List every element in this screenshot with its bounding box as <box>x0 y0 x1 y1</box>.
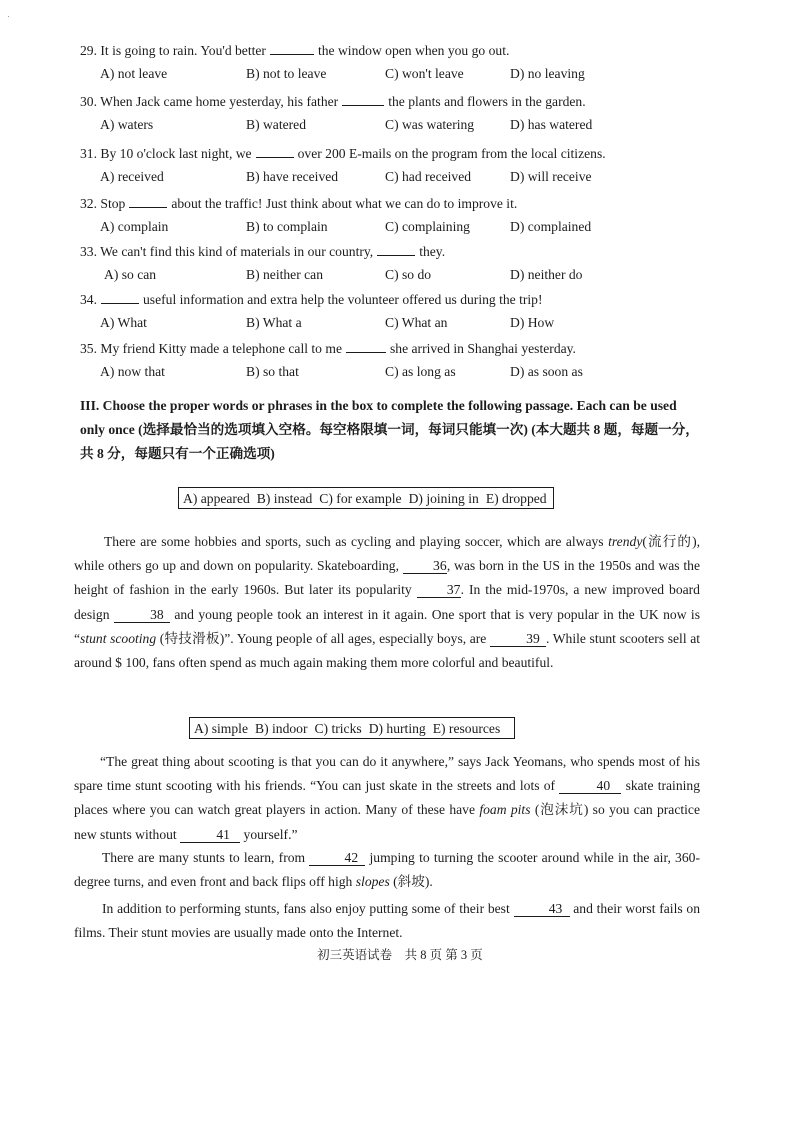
blank-36[interactable]: 36 <box>403 559 447 574</box>
question-stem-text: about the traffic! Just think about what we can do to improve it. <box>171 196 518 211</box>
word-box-1-option: A) appeared <box>183 491 250 506</box>
question-stem <box>80 93 586 110</box>
para1-text: (特技滑板)”. Young people of all ages, especially boys, are <box>159 630 487 646</box>
answer-option[interactable]: C) What an <box>385 315 448 330</box>
answer-option[interactable]: D) complained <box>510 219 592 234</box>
question-stem-text: she arrived in Shanghai yesterday. <box>389 341 576 356</box>
word-box-1-option: C) for example <box>319 491 402 506</box>
blank-39[interactable]: 39 <box>490 632 546 647</box>
answer-option[interactable]: D) has watered <box>510 117 593 132</box>
para3-text: There are many stunts to learn, from <box>102 850 306 865</box>
answer-option[interactable]: A) so can <box>104 267 157 282</box>
answer-option[interactable]: B) not to leave <box>246 66 327 81</box>
answer-option[interactable]: C) complaining <box>385 219 470 234</box>
para2-italic-foam-pits: foam pits <box>479 802 531 818</box>
question-stem <box>80 340 576 357</box>
para1-italic-stunt: stunt scooting <box>80 630 157 646</box>
blank-37[interactable]: 37 <box>417 583 461 598</box>
question-stem-text: 31. By 10 o'clock last night, we <box>80 146 252 161</box>
word-box-2-option: E) resources <box>432 721 501 736</box>
para2-text: (泡沫坑) so you can practice new stunts without <box>74 802 700 842</box>
blank-41[interactable]: 41 <box>180 828 240 843</box>
answer-option[interactable]: B) What a <box>246 315 302 330</box>
para1-text: and young people took an interest in it again. One sport that is very popular in the UK now is “ <box>74 606 700 646</box>
para4-text: and their worst fails on films. Their stunt movies are usually made onto the Internet. <box>74 901 700 941</box>
answer-blank[interactable] <box>256 145 294 158</box>
question-stem <box>80 291 543 308</box>
blank-42[interactable]: 42 <box>309 851 365 866</box>
blank-38[interactable]: 38 <box>114 608 170 623</box>
answer-option[interactable]: B) to complain <box>246 219 328 234</box>
answer-blank[interactable] <box>342 93 384 106</box>
word-box-2-option: A) simple <box>194 721 248 736</box>
question-stem-text: useful information and extra help the volunteer offered us during the trip! <box>143 292 543 307</box>
answer-option[interactable]: B) watered <box>246 117 307 132</box>
answer-option[interactable]: A) waters <box>100 117 154 132</box>
para1-italic-trendy: trendy <box>608 534 643 549</box>
word-box-2-option: B) indoor <box>255 721 308 736</box>
word-box-1 <box>178 487 554 509</box>
page-footer: 初三英语试卷 共 8 页 第 3 页 <box>317 948 483 962</box>
word-box-1-option: B) instead <box>256 491 313 506</box>
para3-text: (斜坡). <box>393 874 433 890</box>
passage-paragraph-2 <box>74 750 700 847</box>
word-box-2-option: C) tricks <box>314 721 362 736</box>
para1-text: . In the mid-1970s, a new improved board design <box>74 582 700 622</box>
question-stem <box>80 195 517 212</box>
passage-paragraph-1 <box>74 530 700 675</box>
para3-italic-slopes: slopes <box>355 874 390 890</box>
answer-blank[interactable] <box>101 291 139 304</box>
blank-43[interactable]: 43 <box>514 902 570 917</box>
word-box-1-option: E) dropped <box>485 491 547 506</box>
question-stem-text: they. <box>419 244 446 259</box>
para1-text: . While stunt scooters sell at around $ 100, fans often spend as much again making them more colorful and beautiful. <box>74 630 701 671</box>
question-stem-text: 29. It is going to rain. You'd better <box>80 43 266 58</box>
para1-text: (流行的), while others go up and down on popularity. Skateboarding, <box>74 534 701 574</box>
instruction-chinese: (选择最恰当的选项填入空格。每空格限填一词，每词只能填一次) (本大题共 8 题，每题一分，共 8 分，每题只有一个正确选项) <box>80 422 699 461</box>
question-stem-text: 32. Stop <box>80 196 126 211</box>
answer-blank[interactable] <box>346 340 386 353</box>
word-box-1-option: D) joining in <box>408 491 479 506</box>
para4-text: In addition to performing stunts, fans also enjoy putting some of their best <box>102 901 510 916</box>
question-stem-text: 30. When Jack came home yesterday, his father <box>80 94 339 109</box>
question-stem <box>80 145 606 162</box>
answer-option[interactable]: C) so do <box>385 267 432 282</box>
answer-blank[interactable] <box>377 243 415 256</box>
passage-paragraph-3 <box>74 846 700 894</box>
answer-option[interactable]: A) What <box>100 315 147 330</box>
answer-option[interactable]: B) neither can <box>246 267 323 282</box>
question-stem <box>80 243 445 260</box>
answer-option[interactable]: C) had received <box>385 169 472 184</box>
para2-text: skate training places where you can watch great players in action. Many of these have <box>74 778 700 818</box>
answer-option[interactable]: C) won't leave <box>385 66 464 81</box>
scan-speck <box>8 16 9 17</box>
answer-option[interactable]: D) How <box>510 315 555 330</box>
answer-blank[interactable] <box>129 195 167 208</box>
answer-option[interactable]: C) was watering <box>385 117 475 132</box>
answer-option[interactable]: A) received <box>100 169 164 184</box>
answer-option[interactable]: D) as soon as <box>510 364 583 379</box>
answer-option[interactable]: D) no leaving <box>510 66 585 81</box>
para1-text: There are some hobbies and sports, such as cycling and playing soccer, which are always <box>104 534 604 549</box>
para2-text: yourself.” <box>243 826 298 842</box>
question-stem-text: 33. We can't find this kind of materials in our country, <box>80 244 374 259</box>
question-stem-text: 35. My friend Kitty made a telephone call to me <box>80 341 342 356</box>
answer-option[interactable]: D) neither do <box>510 267 583 282</box>
answer-option[interactable]: A) now that <box>100 364 165 379</box>
word-box-2-option: D) hurting <box>368 721 426 736</box>
question-stem-text: over 200 E-mails on the program from the local citizens. <box>297 146 606 161</box>
answer-option[interactable]: B) so that <box>246 364 299 379</box>
instruction-english: III. Choose the proper words or phrases in the box to complete the following passage. Each can be used only once <box>80 398 677 437</box>
blank-40[interactable]: 40 <box>559 779 621 794</box>
answer-option[interactable]: D) will receive <box>510 169 592 184</box>
word-box-2 <box>189 717 515 739</box>
question-stem <box>80 42 509 59</box>
para3-text: jumping to turning the scooter around while in the air, 360-degree turns, and even front and back flips off high <box>74 850 700 890</box>
para2-text: “The great thing about scooting is that you can do it anywhere,” says Jack Yeomans, who spends most of his spare time stunt scooting with his friends. “You can just skate in the streets and lots of <box>74 754 700 794</box>
question-stem-text: the window open when you go out. <box>317 43 510 58</box>
section-3-instruction <box>80 394 702 466</box>
answer-option[interactable]: A) complain <box>100 219 169 234</box>
passage-paragraph-4 <box>74 897 700 945</box>
question-stem-text: the plants and flowers in the garden. <box>388 94 586 109</box>
answer-blank[interactable] <box>270 42 314 55</box>
answer-option[interactable]: B) have received <box>246 169 339 184</box>
question-stem-text: 34. <box>80 292 97 307</box>
answer-option[interactable]: C) as long as <box>385 364 456 379</box>
answer-option[interactable]: A) not leave <box>100 66 168 81</box>
para1-text: , was born in the US in the 1950s and was the height of fashion in the early 1960s. But later its popularity <box>74 558 700 598</box>
